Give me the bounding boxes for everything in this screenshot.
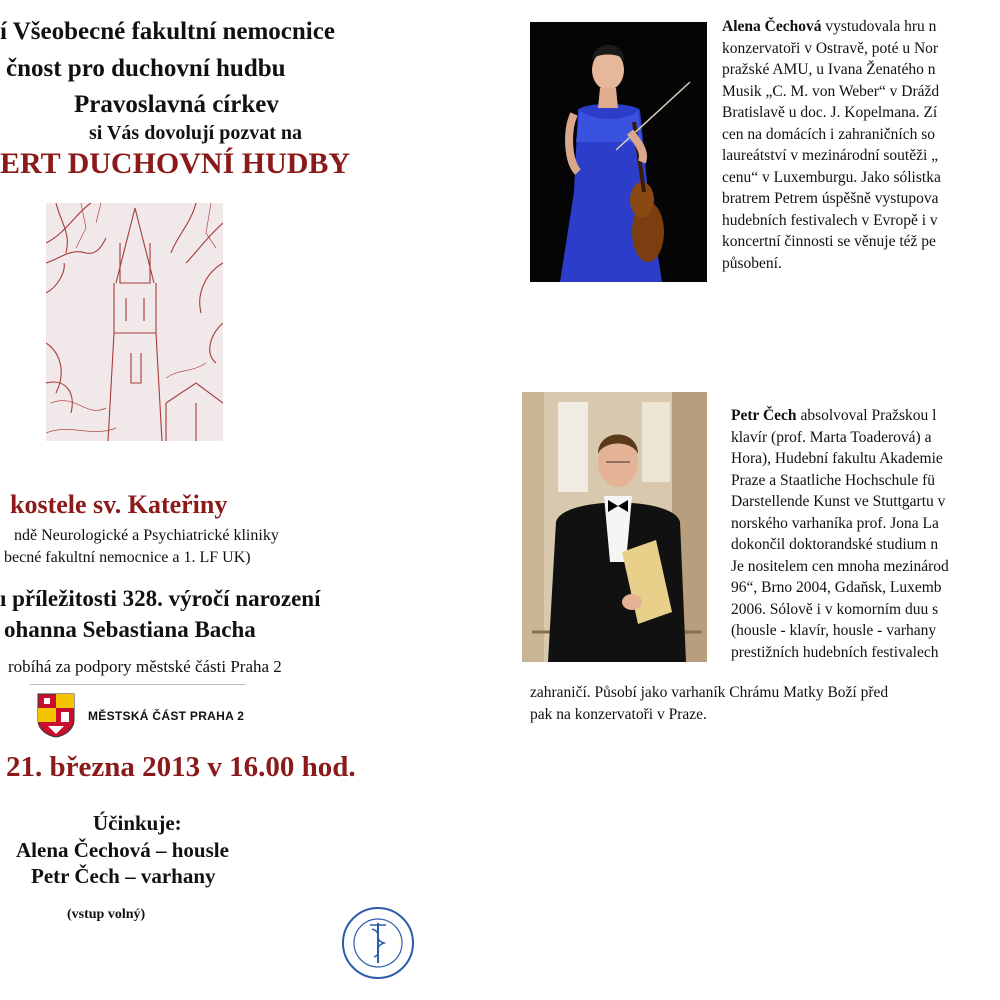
venue-name: kostele sv. Kateřiny [10,490,228,519]
performer-petr: Petr Čech – varhany [31,864,216,888]
church-illustration [46,203,223,441]
praha2-logo-text: MĚSTSKÁ ČÁST PRAHA 2 [88,709,245,723]
bio-petr-line-9: 96“, Brno 2004, Gdaňsk, Luxemb [731,579,942,596]
hospital-seal [340,905,416,981]
bio-alena-line-11: koncertní činnosti se věnuje též pe [722,233,936,250]
bio-petr-line-5: Darstellende Kunst ve Stuttgartu v [731,493,946,510]
bio-alena [722,16,941,274]
organizer-line-1: í Všeobecné fakultní nemocnice [0,18,335,45]
bio-alena-line-10: hudebních festivalech v Evropě i v [722,211,938,229]
performer-alena: Alena Čechová – housle [16,838,229,862]
entry-note: (vstup volný) [67,907,146,922]
bio-petr-line-2: klavír (prof. Marta Toaderová) a [731,428,932,446]
occasion-line-1: ı příležitosti 328. výročí narození [0,586,321,611]
bio-alena-line-6: cen na domácích i zahraničních so [722,125,936,143]
photo-alena-cechova [530,22,707,282]
bio-petr-name: Petr Čech [731,407,797,424]
bio-petr-line-14: pak na konzervatoři v Praze. [530,706,707,723]
bio-petr-line-6: norského varhaníka prof. Jona La [731,514,939,532]
concert-title: ERT DUCHOVNÍ HUDBY [0,147,351,180]
bio-petr-line-7: dokončil doktorandské studium n [731,536,939,553]
bio-alena-line-7: laureátství v mezinárodní soutěži „ [722,147,939,164]
bio-alena-name: Alena Čechová [722,18,822,35]
bio-petr-line-8: Je nositelem cen mnoha mezinárod [731,557,949,575]
divider [30,684,246,685]
bio-alena-text-1: vystudovala hru n [821,18,937,35]
bio-alena-line-5: Bratislavě u doc. J. Kopelmana. Zí [722,104,938,121]
venue-address-2: becné fakultní nemocnice a 1. LF UK) [4,549,251,566]
photo-petr-cech [522,392,707,662]
invitation-line: si Vás dovolují pozvat na [89,122,303,144]
bio-petr-line-4: Praze a Staatliche Hochschule fü [731,471,935,489]
bio-petr [731,405,949,663]
bio-petr-line-10: 2006. Sólově i v komorním duu s [731,600,939,618]
bio-petr-line-12: prestižních hudebních festivalech [731,643,939,661]
venue-address-1: ndě Neurologické a Psychiatrické kliniky [14,527,279,544]
bio-alena-line-3: pražské AMU, u Ivana Ženatého n [722,61,936,78]
bio-alena-line-1 [722,16,941,38]
performers-heading: Účinkuje: [93,811,182,835]
bio-petr-line-3: Hora), Hudební fakultu Akademie [731,450,943,467]
bio-alena-line-4: Musik „C. M. von Weber“ v Drážd [722,82,940,100]
support-text: robíhá za podpory městské části Praha 2 [8,657,282,676]
praha2-logo [36,692,76,738]
event-datetime: 21. března 2013 v 16.00 hod. [6,751,356,783]
bio-alena-line-9: bratrem Petrem úspěšně vystupova [722,190,939,207]
bio-alena-line-2: konzervatoři v Ostravě, poté u Nor [722,39,939,57]
organizer-line-2: čnost pro duchovní hudbu [6,55,286,82]
occasion-line-2: ohanna Sebastiana Bacha [4,617,256,642]
bio-petr-line-11: (housle - klavír, housle - varhany [731,622,937,639]
bio-petr-line-13: zahraničí. Působí jako varhaník Chrámu Matky Boží před [530,684,889,701]
bio-alena-line-8: cenu“ v Luxemburgu. Jako sólistka [722,168,941,186]
organizer-line-3: Pravoslavná církev [74,91,279,118]
bio-petr-text-1: absolvoval Pražskou l [796,407,937,424]
bio-petr-line-1 [731,405,949,427]
bio-alena-line-12: působení. [722,254,782,272]
